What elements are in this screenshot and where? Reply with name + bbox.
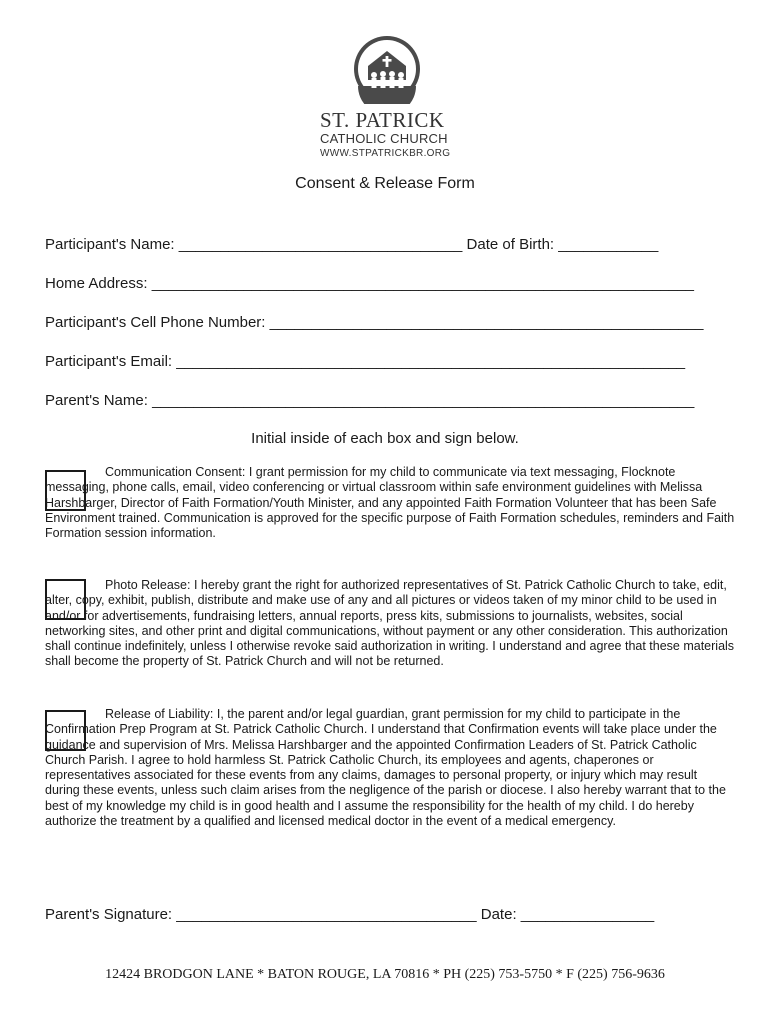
participant-name-field[interactable]: Participant's Name: __________________________________ Date of Birth: ____________ <box>45 236 659 253</box>
photo-release-text: Photo Release: I hereby grant the right for authorized representatives of St. Patrick Catholic Church to take, edit, alter, copy, exhibit, publish, distribute and make use of any and all pictures or videos taken of my minor child to be used in and/or for advertisements, fundraising letters, annual reports, press kits, submissions to journalists, websites, social networking sites, and other print and digital communications, without payment or any other consideration. This authorization shall continue indefinitely, unless I otherwise revoke said authorization in writing. I understand and agree that these materials shall become the property of St. Patrick Church and will not be returned. <box>45 578 735 669</box>
liability-release-section <box>45 707 735 829</box>
org-website: WWW.STPATRICKBR.ORG <box>320 148 451 159</box>
communication-consent-text: Communication Consent: I grant permission for my child to communicate via text messaging, Flocknote messaging, phone calls, email, video conferencing or virtual classroom within safe environment guidelines with Melissa Harshbarger, Director of Faith Formation/Youth Minister, and any appointed Faith Formation Volunteer that has been Safe Environment trained. Communication is approved for the specific purpose of Faith Formation schedules, reminders and Faith Formation session information. <box>45 465 735 541</box>
liability-release-text: Release of Liability: I, the parent and/or legal guardian, grant permission for my child to participate in the Confirmation Prep Program at St. Patrick Catholic Church. I understand that Confirmation events will take place under the guidance and supervision of Mrs. Melissa Harshbarger and the appointed Confirmation Leaders of St. Patrick Catholic Church Parish. I agree to hold harmless St. Patrick Catholic Church, its employees and agents, chaperones or representatives associated for these events from any claims, damages to personal property, or injury which may result during these events, unless such claim arises from the negligence of the parish or diocese. I also hereby warrant that to the best of my knowledge my child is in good health and I assume the responsibility for the health of my child. I do hereby authorize the treatment by a qualified and licensed medical doctor in the event of a medical emergency. <box>45 707 726 829</box>
footer-address: 12424 BRODGON LANE * BATON ROUGE, LA 70816 * PH (225) 753-5750 * F (225) 756-9636 <box>105 967 665 982</box>
org-subtitle: CATHOLIC CHURCH <box>320 131 448 146</box>
cell-phone-field[interactable]: Participant's Cell Phone Number: ____________________________________________________ <box>45 314 704 331</box>
email-field[interactable]: Participant's Email: _____________________________________________________________ <box>45 353 686 370</box>
signature-field[interactable]: Parent's Signature: ____________________________________ Date: ________________ <box>45 906 655 923</box>
church-logo <box>352 34 422 104</box>
org-name: ST. PATRICK <box>320 108 445 132</box>
initial-instruction: Initial inside of each box and sign below. <box>251 430 519 447</box>
parent-name-field[interactable]: Parent's Name: _________________________________________________________________ <box>45 392 695 409</box>
communication-consent-section <box>45 465 735 541</box>
form-title: Consent & Release Form <box>295 175 475 192</box>
home-address-field[interactable]: Home Address: _________________________________________________________________ <box>45 275 694 292</box>
photo-release-section <box>45 578 735 670</box>
